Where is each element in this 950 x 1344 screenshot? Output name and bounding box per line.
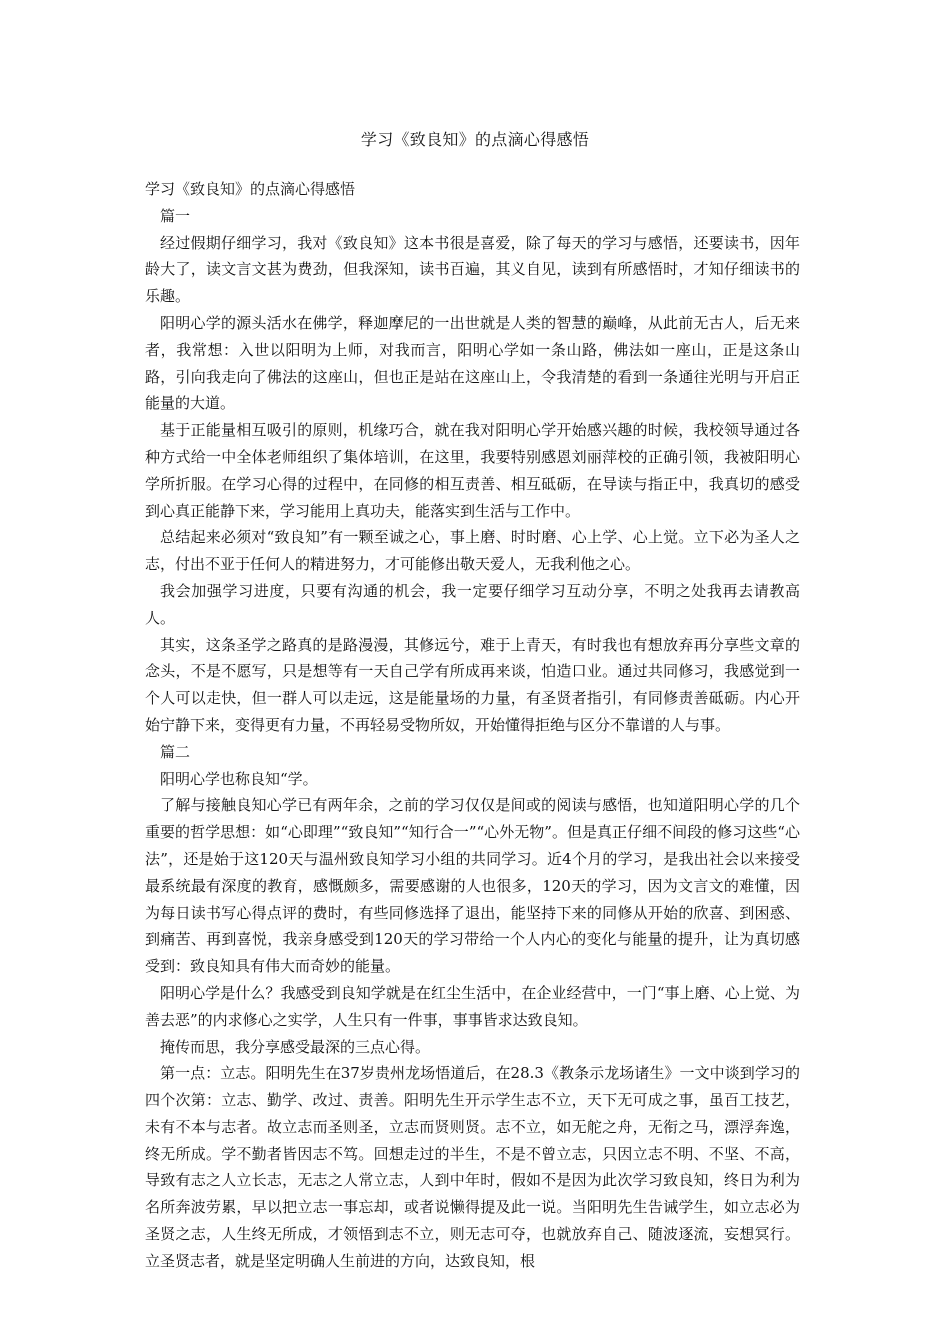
paragraph: 我会加强学习进度，只要有沟通的机会，我一定要仔细学习互动分享，不明之处我再去请教高人。 [145, 581, 800, 627]
paragraph: 第一点：立志。阳明先生在37岁贵州龙场悟道后，在28.3《教条示龙场诸生》一文中谈到学习的四个次第：立志、勤学、改过、责善。阳明先生开示学生志不立，天下无可成之事，虽百工技艺，未有不本与志者。故立志而圣则圣，立志而贤则贤。志不立，如无舵之舟，无衔之马，漂浮奔逸，终无所成。学不勤者皆因志不笃。回想走过的半生，不是不曾立志，只因立志不明、不坚、不高，导致有志之人立长志，无志之人常立志，人到中年时，假如不是因为此次学习致良知，终日为利为名所奔波劳累，早以把立志一事忘却，或者说懒得提及此一说。当阳明先生告诫学生，如立志必为圣贤之志，人生终无所成，才领悟到志不立，则无志可夺，也就放弃自己、随波逐流，妄想冥行。立圣贤志者，就是坚定明确人生前进的方向，达致良知，根 [145, 1064, 800, 1270]
paragraph: 掩传而思，我分享感受最深的三点心得。 [160, 1037, 431, 1056]
paragraph: 阳明心学是什么？我感受到良知学就是在红尘生活中，在企业经营中，一门“事上磨、心上觉、为善去恶”的内求修心之实学，人生只有一件事，事事皆求达致良知。 [145, 983, 800, 1029]
paragraph: 阳明心学也称良知“学。 [160, 769, 318, 788]
paragraph: 其实，这条圣学之路真的是路漫漫，其修远兮，难于上青天，有时我也有想放弃再分享些文章的念头，不是不愿写，只是想等有一天自己学有所成再来谈，怕造口业。通过共同修习，我感觉到一个人可以走快，但一群人可以走远，这是能量场的力量，有圣贤者指引，有同修责善砥砺。内心开始宁静下来，变得更有力量，不再轻易受物所奴，开始懂得拒绝与区分不靠谱的人与事。 [145, 635, 800, 734]
paragraph: 经过假期仔细学习，我对《致良知》这本书很是喜爱，除了每天的学习与感悟，还要读书，因年龄大了，读文言文甚为费劲，但我深知，读书百遍，其义自见，读到有所感悟时，才知仔细读书的乐趣。 [145, 233, 800, 306]
document-subtitle: 学习《致良知》的点滴心得感悟 [145, 180, 356, 198]
section-heading: 篇一 [160, 206, 191, 225]
paragraph: 基于正能量相互吸引的原则，机缘巧合，就在我对阳明心学开始感兴趣的时候，我校领导通过各种方式给一中全体老师组织了集体培训，在这里，我要特别感恩刘丽萍校的正确引领，我被阳明心学所折服。在学习心得的过程中，在同修的相互责善、相互砥砺，在导读与指正中，我真切的感受到心真正能静下来，学习能用上真功夫，能落实到生活与工作中。 [145, 421, 800, 520]
page-title: 学习《致良知》的点滴心得感悟 [360, 130, 590, 149]
document-body [145, 176, 800, 1275]
paragraph: 了解与接触良知心学已有两年余，之前的学习仅仅是间或的阅读与感悟，也知道阳明心学的几个重要的哲学思想：如“心即理”“致良知”“知行合一”“心外无物”。但是真正仔细不间段的修习这些“心法”，还是始于这120天与温州致良知学习小组的共同学习。近4个月的学习，是我出社会以来接受最系统最有深度的教育，感慨颇多，需要感谢的人也很多，120天的学习，因为文言文的难懂，因为每日读书写心得点评的费时，有些同修选择了退出，能坚持下来的同修从开始的欣喜、到困惑、到痛苦、再到喜悦，我亲身感受到120天的学习带给一个人内心的变化与能量的提升，让为真切感受到：致良知具有伟大而奇妙的能量。 [145, 796, 800, 976]
paragraph: 阳明心学的源头活水在佛学，释迦摩尼的一出世就是人类的智慧的巅峰，从此前无古人，后无来者，我常想：入世以阳明为上师，对我而言，阳明心学如一条山路，佛法如一座山，正是这条山路，引向我走向了佛法的这座山，但也正是站在这座山上，令我清楚的看到一条通往光明与开启正能量的大道。 [145, 313, 800, 413]
section-heading: 篇二 [160, 742, 191, 761]
paragraph: 总结起来必须对“致良知”有一颗至诚之心，事上磨、时时磨、心上学、心上觉。立下必为圣人之志，付出不亚于任何人的精进努力，才可能修出敬天爱人，无我利他之心。 [145, 528, 800, 574]
